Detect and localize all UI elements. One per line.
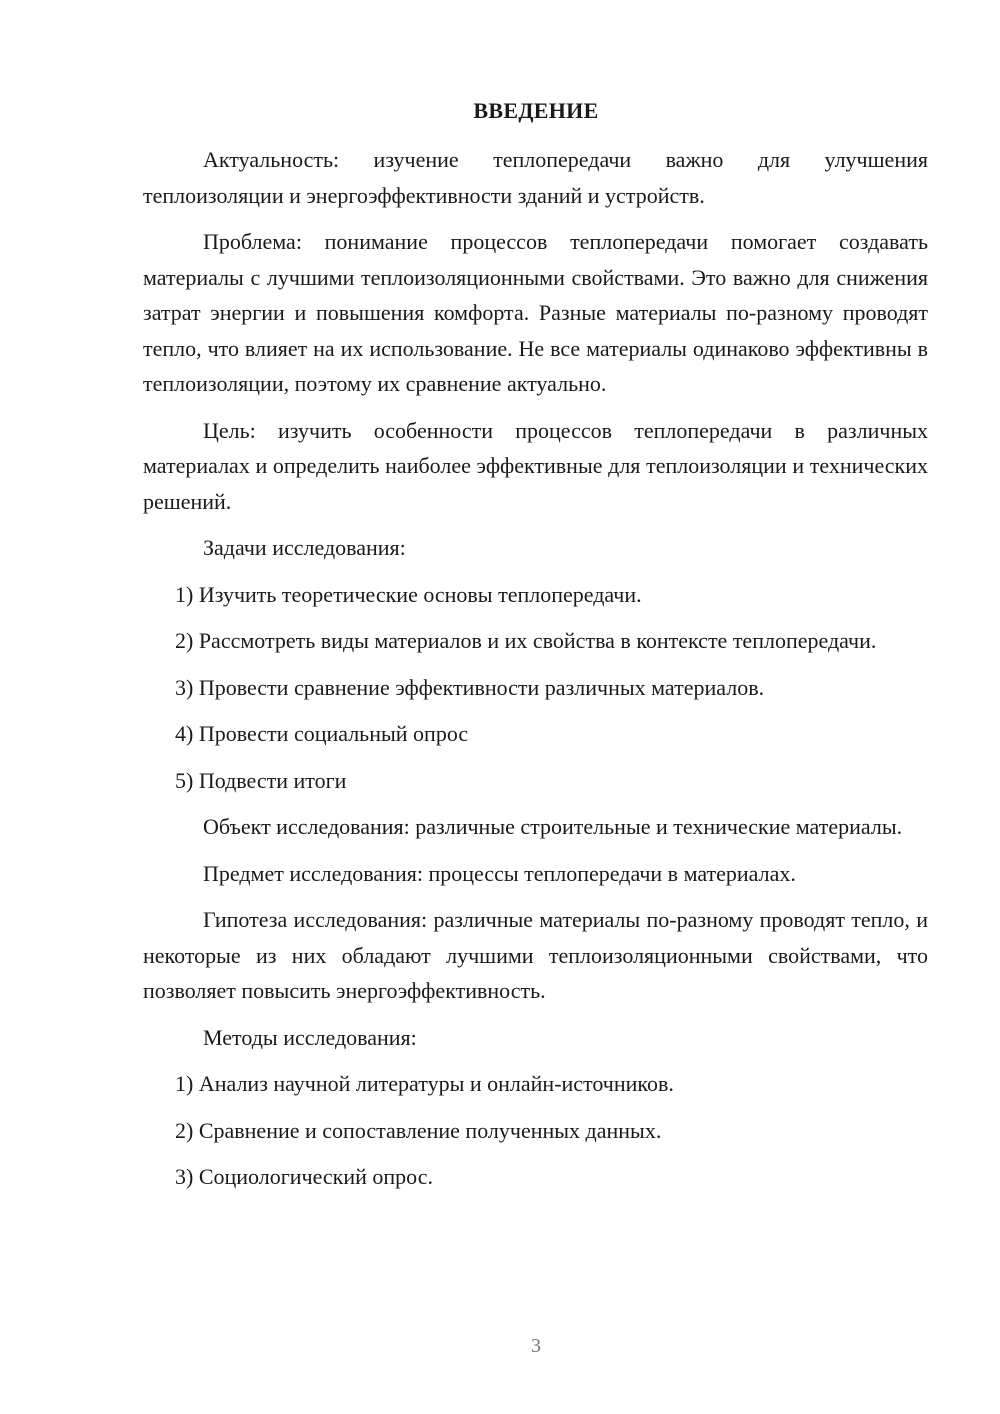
task-item-1: 1) Изучить теоретические основы теплопередачи. [175, 581, 642, 607]
paragraph-hypothesis: Гипотеза исследования: различные материалы по-разному проводят тепло, и некоторые из них обладают лучшими теплоизоляционными свойствами, что позволяет повысить энергоэффективность. [143, 907, 928, 1003]
paragraph-subject: Предмет исследования: процессы теплопередачи в материалах. [203, 860, 796, 886]
document-body [143, 142, 928, 1206]
task-item-4: 4) Провести социальный опрос [175, 721, 469, 746]
method-item-3: 3) Социологический опрос. [175, 1164, 433, 1189]
paragraph-object: Объект исследования: различные строительные и технические материалы. [203, 814, 903, 839]
task-item-3: 3) Провести сравнение эффективности различных материалов. [175, 674, 765, 700]
paragraph-goal: Цель: изучить особенности процессов теплопередачи в различных материалах и определить наиболее эффективные для теплоизоляции и технических решений. [143, 417, 928, 514]
paragraph-methods-heading: Методы исследования: [203, 1024, 417, 1050]
paragraph-problem: Проблема: понимание процессов теплопередачи помогает создавать материалы с лучшими теплоизоляционными свойствами. Это важно для снижения затрат энергии и повышения комфорта. Разные материалы по-разному проводят тепло, что влияет на их использование. Не все материалы одинаково эффективны в теплоизоляции, поэтому их сравнение актуально. [143, 229, 928, 396]
task-item-2: 2) Рассмотреть виды материалов и их свойства в контексте теплопередачи. [175, 628, 877, 653]
page-number: 3 [531, 1335, 541, 1357]
paragraph-tasks-heading: Задачи исследования: [203, 535, 406, 560]
task-item-5: 5) Подвести итоги [175, 767, 347, 793]
method-item-1: 1) Анализ научной литературы и онлайн-источников. [175, 1071, 674, 1096]
paragraph-relevance: Актуальность: изучение теплопередачи важно для улучшения теплоизоляции и энергоэффективности зданий и устройств. [143, 147, 928, 208]
method-item-2: 2) Сравнение и сопоставление полученных данных. [175, 1117, 662, 1143]
page-title: ВВЕДЕНИЕ [473, 98, 599, 123]
